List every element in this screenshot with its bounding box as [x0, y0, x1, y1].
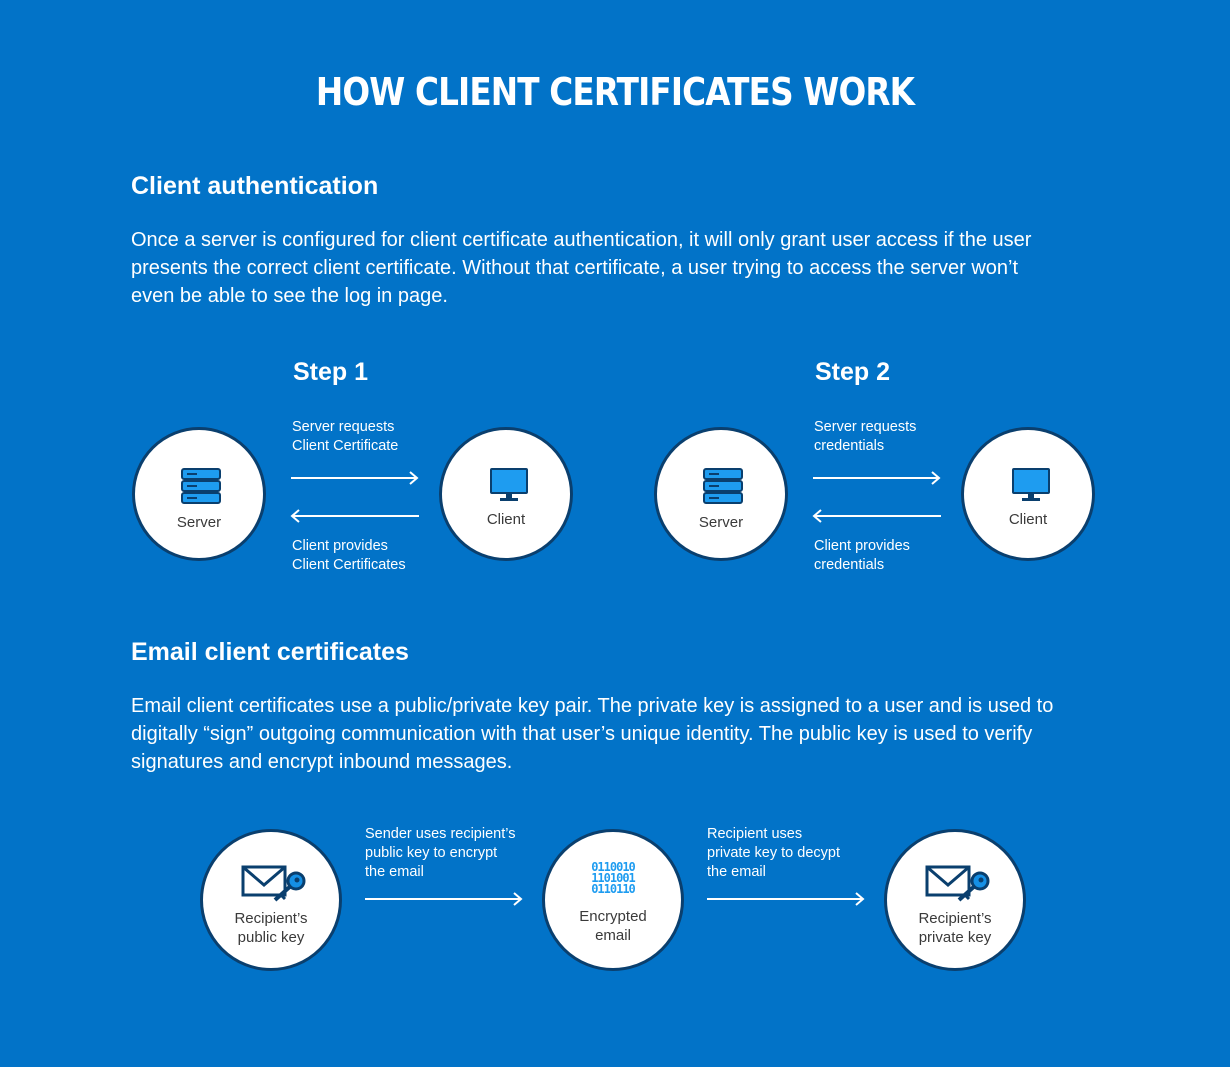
left-arrow-icon	[811, 508, 943, 524]
label-line: private key	[918, 929, 992, 946]
paragraph-line: signatures and encrypt inbound messages.	[131, 751, 513, 773]
binary-line: 0110010	[591, 860, 635, 874]
section-paragraph-email-client-certificates	[131, 692, 1111, 776]
step1-client-node	[439, 427, 573, 561]
page-title: HOW CLIENT CERTIFICATES WORK	[315, 70, 915, 114]
envelope-key-icon	[925, 864, 991, 904]
envelope-key-icon	[241, 864, 307, 904]
label-line: public key	[237, 929, 305, 946]
label-line: Recipient’s	[918, 910, 992, 927]
step-2-label: Step 2	[815, 358, 891, 386]
paragraph-line: Email client certificates use a public/private key pair. The private key is assigned to a user and is used to	[131, 695, 1054, 717]
note-line: Sender uses recipient’s	[365, 826, 516, 842]
note-line: private key to decypt	[707, 845, 840, 861]
server-label: Server	[698, 514, 744, 531]
monitor-icon	[490, 468, 528, 502]
step2-request-note	[814, 418, 916, 456]
label-line: email	[595, 927, 631, 944]
right-arrow-icon	[365, 891, 525, 907]
note-line: public key to encrypt	[365, 845, 498, 861]
decrypt-note	[707, 825, 840, 882]
note-line: Server requests	[292, 419, 395, 435]
step1-server-node	[132, 427, 266, 561]
note-line: Recipient uses	[707, 826, 803, 842]
note-line: Client Certificates	[292, 557, 406, 573]
binary-code-icon	[545, 862, 681, 895]
step2-server-node	[654, 427, 788, 561]
binary-line: 0110110	[591, 882, 635, 896]
right-arrow-icon	[707, 891, 867, 907]
right-arrow-icon	[813, 470, 943, 486]
note-line: Server requests	[814, 419, 917, 435]
note-line: credentials	[814, 557, 885, 573]
step2-provide-note	[814, 537, 910, 575]
note-line: credentials	[814, 438, 885, 454]
label-line: Encrypted	[579, 908, 647, 925]
paragraph-line: presents the correct client certificate. Without that certificate, a user trying to access the server won’t	[131, 257, 1019, 279]
step2-client-node	[961, 427, 1095, 561]
note-line: Client Certificate	[292, 438, 399, 454]
server-icon	[703, 468, 743, 504]
encrypt-note	[365, 825, 515, 882]
node-label	[887, 909, 1023, 947]
section-heading-client-authentication: Client authentication	[131, 172, 379, 200]
section-heading-email-client-certificates: Email client certificates	[131, 638, 409, 666]
binary-line: 1101001	[591, 871, 635, 885]
recipient-public-key-node	[200, 829, 342, 971]
step-1-label: Step 1	[293, 358, 369, 386]
paragraph-line: even be able to see the log in page.	[131, 285, 448, 307]
section-paragraph-client-authentication	[131, 226, 1111, 310]
server-icon	[181, 468, 221, 504]
note-line: the email	[707, 864, 766, 880]
encrypted-email-node	[542, 829, 684, 971]
note-line: Client provides	[814, 538, 910, 554]
paragraph-line: digitally “sign” outgoing communication with that user’s unique identity. The public key is used to verify	[131, 723, 1033, 745]
note-line: Client provides	[292, 538, 388, 554]
left-arrow-icon	[289, 508, 421, 524]
paragraph-line: Once a server is configured for client certificate authentication, it will only grant user access if the user	[131, 229, 1032, 251]
right-arrow-icon	[291, 470, 421, 486]
node-label	[203, 909, 339, 947]
step1-request-note	[292, 418, 398, 456]
monitor-icon	[1012, 468, 1050, 502]
server-label: Server	[176, 514, 222, 531]
client-label: Client	[1008, 511, 1048, 528]
node-label	[545, 907, 681, 945]
note-line: the email	[365, 864, 424, 880]
step1-provide-note	[292, 537, 406, 575]
label-line: Recipient’s	[234, 910, 308, 927]
client-label: Client	[486, 511, 526, 528]
recipient-private-key-node	[884, 829, 1026, 971]
